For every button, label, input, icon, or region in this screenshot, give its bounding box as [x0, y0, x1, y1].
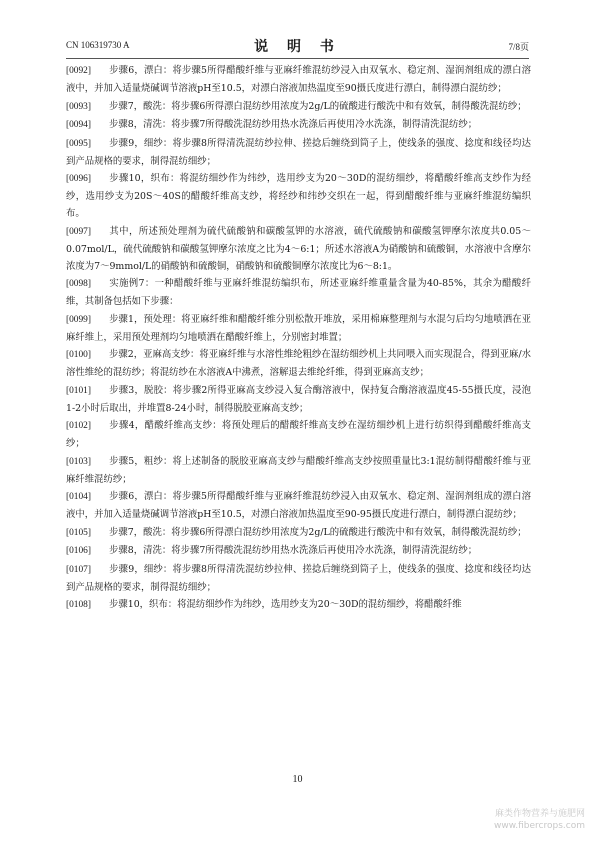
paragraph-number: [0103] [66, 456, 91, 467]
paragraph [66, 223, 531, 275]
paragraph-number: [0106] [66, 546, 91, 556]
paragraph-number: [0101] [66, 385, 91, 396]
paragraph-number: [0105] [66, 527, 91, 538]
publication-number: CN 106319730 A [66, 40, 130, 50]
page-header [66, 36, 529, 56]
paragraph-number: [0093] [66, 101, 91, 112]
paragraph-text: 步骤10，织布：将混纺细纱作为纬纱，选用纱支为20～30D的混纺细纱，将醋酸纤维 [109, 599, 462, 610]
paragraph-text: 步骤9，细纱：将步骤8所得清洗混纺纱拉伸、搓捻后缠绕到筒子上，使线条的强度、捻度和线径均达到产品规格的要求，制得混纺细纱； [66, 137, 531, 167]
paragraph-text: 其中，所述预处理剂为硫代硫酸钠和碳酸氢钾的水溶液，硫代硫酸钠和碳酸氢钾摩尔浓度共0.05～0.07mol/L，硫代硫酸钠和碳酸氢钾摩尔浓度之比为4～6:1；所述水溶液A为硝酸钠和硫酸铜，水溶液中含摩尔浓度为7～9mmol/L的硝酸钠和硫酸铜，硝酸钠和硫酸铜摩尔浓度比为6～8:1。 [66, 225, 531, 272]
paragraph-text: 步骤4，醋酸纤维高支纱：将预处理后的醋酸纤维高支纱在湿纺细纱机上进行纺织得到醋酸纤维高支纱； [66, 420, 531, 449]
paragraph [66, 488, 531, 523]
paragraph-text: 步骤7，酸洗：将步骤6所得漂白混纺纱用浓度为2g/L的硫酸进行酸洗中和有效氧，制得酸洗混纺纱； [109, 100, 527, 112]
paragraph-text: 步骤6，漂白：将步骤5所得醋酸纤维与亚麻纤维混纺纱浸入由双氧水、稳定剂、湿润剂组成的漂白溶液中，并加入适量烧碱调节溶液pH至10.5，对漂白溶液加热温度至90摄氏度进行漂白，制得漂白混纺纱； [66, 65, 531, 94]
paragraph-text: 步骤1，预处理：将亚麻纤维和醋酸纤维分别松散开堆放，采用棉麻整理剂与水混匀后均匀地喷洒在亚麻纤维上，采用预处理剂均匀地喷洒在醋酸纤维上，分别密封堆置； [66, 313, 531, 343]
paragraph-number: [0099] [66, 314, 91, 325]
paragraph [66, 524, 531, 542]
paragraph-number: [0098] [66, 279, 91, 289]
paragraph [66, 346, 531, 381]
document-title: 说 明 书 [254, 39, 341, 55]
paragraph [66, 170, 531, 222]
paragraph [66, 453, 531, 488]
paragraph [66, 596, 531, 614]
paragraph [66, 275, 531, 310]
paragraph-number: [0107] [66, 564, 91, 575]
paragraph-text: 步骤9，细纱：将步骤8所得清洗混纺纱拉伸、搓捻后缠绕到筒子上，使线条的强度、捻度和线径均达到产品规格的要求，制得混纺细纱； [66, 563, 531, 593]
paragraph-text: 步骤7，酸洗：将步骤6所得漂白混纺纱用浓度为2g/L的硫酸进行酸洗中和有效氧，制得酸洗混纺纱； [109, 526, 527, 538]
paragraph-text: 实施例7：一种醋酸纤维与亚麻纤维混纺编织布，所述亚麻纤维重量含量为40-85%，其余为醋酸纤维，其制备包括如下步骤： [66, 278, 531, 307]
paragraph-number: [0100] [66, 350, 91, 360]
paragraph [66, 382, 531, 417]
paragraph [66, 311, 531, 346]
paragraph-number: [0102] [66, 421, 91, 431]
page-number: 10 [292, 774, 303, 785]
paragraph [66, 135, 531, 170]
paragraph-number: [0097] [66, 226, 91, 237]
paragraph-number: [0092] [66, 66, 91, 76]
document-body [66, 62, 531, 615]
paragraph-text: 步骤8，清洗：将步骤7所得酸洗混纺纱用热水洗涤后再使用冷水洗涤，制得清洗混纺纱； [109, 119, 478, 130]
header-divider [66, 58, 529, 59]
paragraph [66, 417, 531, 452]
paragraph-text: 步骤8，清洗：将步骤7所得酸洗混纺纱用热水洗涤后再使用冷水洗涤，制得清洗混纺纱； [109, 545, 478, 556]
paragraph [66, 98, 531, 116]
watermark-url: www.fibercrops.com [494, 821, 585, 831]
paragraph-number: [0108] [66, 600, 91, 610]
paragraph-text: 步骤5，粗纱：将上述制备的脱胶亚麻高支纱与醋酸纤维高支纱按照重量比3:1混纺制得醋酸纤维与亚麻纤维混纺纱； [66, 455, 531, 485]
paragraph-text: 步骤3，脱胶：将步骤2所得亚麻高支纱浸入复合酶溶液中，保持复合酶溶液温度45-55摄氏度，浸泡1-2小时后取出，并堆置8-24小时，制得脱胶亚麻高支纱； [66, 384, 531, 414]
paragraph [66, 62, 531, 97]
paragraph-number: [0096] [66, 174, 91, 184]
paragraph-number: [0094] [66, 120, 91, 130]
paragraph [66, 561, 531, 596]
paragraph-number: [0095] [66, 138, 91, 149]
paragraph [66, 116, 531, 134]
paragraph-text: 步骤10，织布：将混纺细纱作为纬纱，选用纱支为20～30D的混纺细纱，将醋酸纤维高支纱作为经纱，选用纱支为20S～40S的醋酸纤维高支纱，将经纱和纬纱交织在一起，得到醋酸纤维与亚麻纤维混纺编织布。 [66, 173, 531, 219]
page-indicator: 7/8页 [508, 42, 529, 52]
paragraph-number: [0104] [66, 492, 91, 502]
watermark-title: 麻类作物营养与施肥网 [494, 809, 585, 819]
site-watermark [494, 808, 585, 832]
paragraph-text: 步骤2，亚麻高支纱：将亚麻纤维与水溶性维纶粗纱在湿纺细纱机上共同喂入而实现混合，得到亚麻/水溶性维纶的混纺纱；将混纺纱在水溶液A中沸煮，溶解退去维纶纤维，得到亚麻高支纱； [66, 349, 531, 378]
paragraph [66, 542, 531, 560]
paragraph-text: 步骤6，漂白：将步骤5所得醋酸纤维与亚麻纤维混纺纱浸入由双氧水、稳定剂、湿润剂组成的漂白溶液中，并加入适量烧碱调节溶液pH至10.5，对漂白溶液加热温度至90-95摄氏度进行漂白，制得漂白混纺纱； [66, 491, 531, 520]
